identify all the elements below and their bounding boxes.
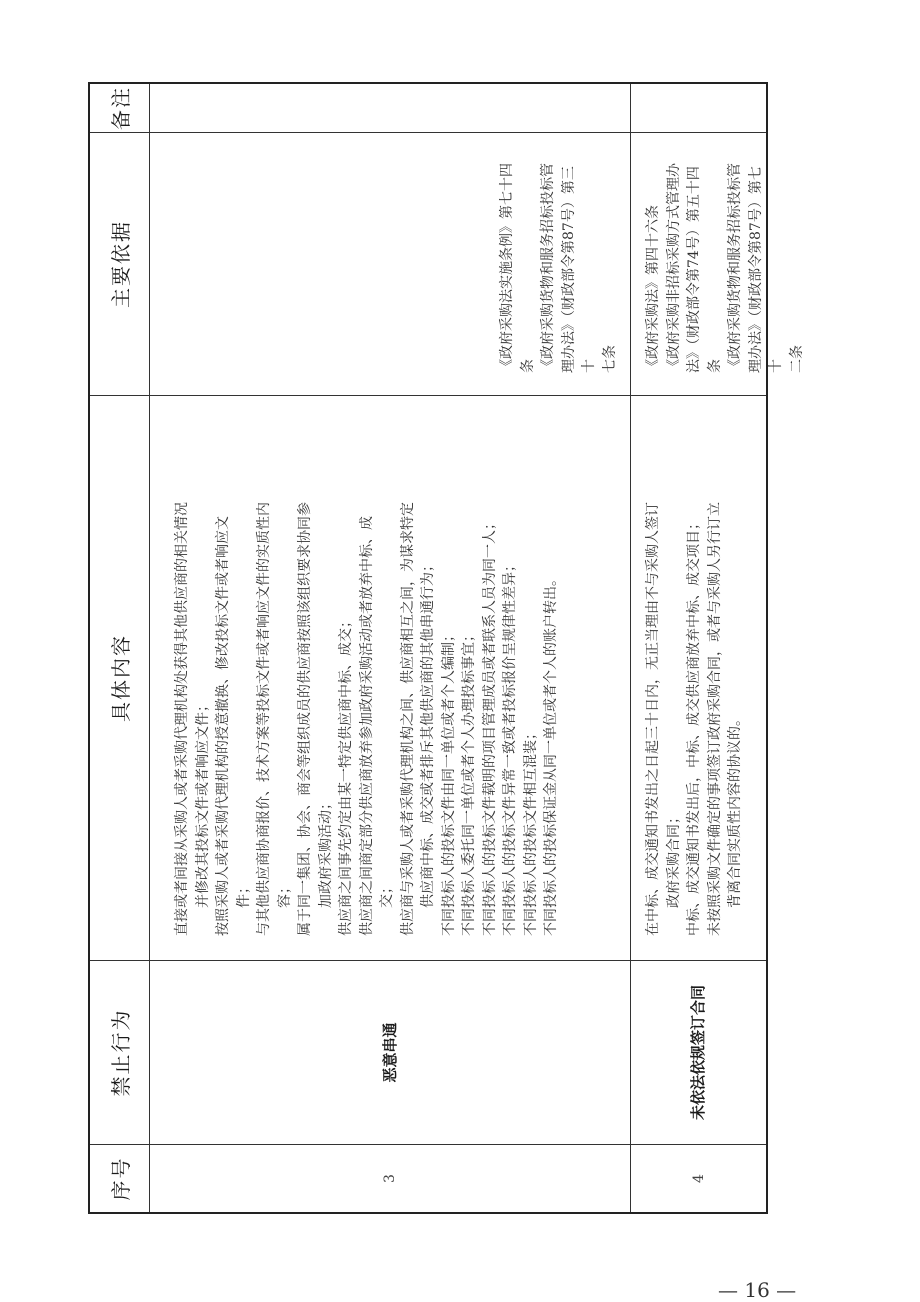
basis-line: 二条 xyxy=(788,345,805,373)
content-line: 不同投标人的投标保证金从同一单位或者个人的账户转出。 xyxy=(543,572,559,936)
content-line: 不同投标人委托同一单位或者个人办理投标事宜； xyxy=(461,628,477,936)
row-3-basis xyxy=(150,132,631,395)
row-4-behavior: 未依法依规签订合同 xyxy=(631,960,766,1144)
page-number: — 16 — xyxy=(718,1278,797,1302)
basis-line: 《政府采购法实施条例》第七十四 xyxy=(499,163,515,373)
basis-line: 理办法》（财政部令第87号）第三十 xyxy=(560,166,597,373)
content-line: 中标、成交通知书发出后，中标、成交供应商放弃中标、成交项目； xyxy=(686,516,702,936)
basis-line: 条 xyxy=(519,359,536,373)
prohibited-behavior-table xyxy=(88,82,805,1214)
content-line: 加政府采购活动； xyxy=(317,796,334,908)
content-line: 未按照采购文件确定的事项签订政府采购合同，或者与采购人另行订立 xyxy=(706,502,723,936)
content-line: 不同投标人的投标文件异常一致或者投标报价呈规律性差异； xyxy=(502,558,518,936)
content-line: 件； xyxy=(235,880,252,908)
content-line: 政府采购合同； xyxy=(665,810,682,908)
row-3-content xyxy=(150,395,631,960)
row-4-seq: 4 xyxy=(631,1144,766,1212)
basis-line: 法》（财政部令第74号）第五十四条 xyxy=(686,166,723,373)
content-line: 不同投标人的投标文件相互混装； xyxy=(522,726,539,936)
content-line: 属于同一集团、协会、商会等组织成员的供应商按照该组织要求协同参 xyxy=(297,502,313,936)
basis-line: 七条 xyxy=(601,345,618,373)
row-4-remarks xyxy=(631,84,766,132)
content-line: 容； xyxy=(276,880,293,908)
content-line: 供应商中标、成交或者排斥其他供应商的其他串通行为； xyxy=(420,558,436,908)
content-line: 不同投标人的投标文件由同一单位或者个人编制； xyxy=(440,628,457,936)
basis-line: 《政府采购非招标采购方式管理办 xyxy=(665,163,682,373)
content-line: 交； xyxy=(379,880,395,908)
basis-line: 理办法》（财政部令第87号）第七十 xyxy=(747,166,784,373)
row-4-basis xyxy=(631,132,805,395)
basis-line: 《政府采购货物和服务招标投标管 xyxy=(727,163,743,373)
row-3-remarks xyxy=(150,84,631,132)
header-basis: 主要依据 xyxy=(90,132,150,395)
row-3-seq: 3 xyxy=(150,1144,631,1212)
content-line: 供应商与采购人或者采购代理机构之间、供应商相互之间，为谋求特定 xyxy=(399,502,416,936)
content-line: 供应商之间事先约定由某一特定供应商中标、成交； xyxy=(338,614,354,936)
content-line: 不同投标人的投标文件载明的项目管理成员或者联系人员为同一人； xyxy=(481,516,498,936)
content-line: 背离合同实质性内容的协议的。 xyxy=(727,712,743,908)
content-line: 与其他供应商协商报价、技术方案等投标文件或者响应文件的实质性内 xyxy=(256,502,272,936)
basis-line: 《政府采购法》第四十六条 xyxy=(645,205,661,373)
content-line: 并修改其投标文件或者响应文件； xyxy=(194,698,211,908)
header-behavior: 禁止行为 xyxy=(90,960,150,1144)
header-content: 具体内容 xyxy=(90,395,150,960)
row-3-behavior: 恶意串通 xyxy=(150,960,631,1144)
content-line: 在中标、成交通知书发出之日起三十日内，无正当理由不与采购人签订 xyxy=(645,502,661,936)
content-line: 按照采购人或者采购代理机构的授意撤换、修改投标文件或者响应文 xyxy=(215,516,231,936)
basis-line: 《政府采购货物和服务招标投标管 xyxy=(540,163,556,373)
content-line: 供应商之间商定部分供应商放弃参加政府采购活动或者放弃中标、成 xyxy=(358,516,375,936)
row-4-content xyxy=(631,395,766,960)
header-seq: 序号 xyxy=(90,1144,150,1212)
content-line: 直接或者间接从采购人或者采购代理机构处获得其他供应商的相关情况 xyxy=(174,502,190,936)
header-remarks: 备注 xyxy=(90,84,150,132)
